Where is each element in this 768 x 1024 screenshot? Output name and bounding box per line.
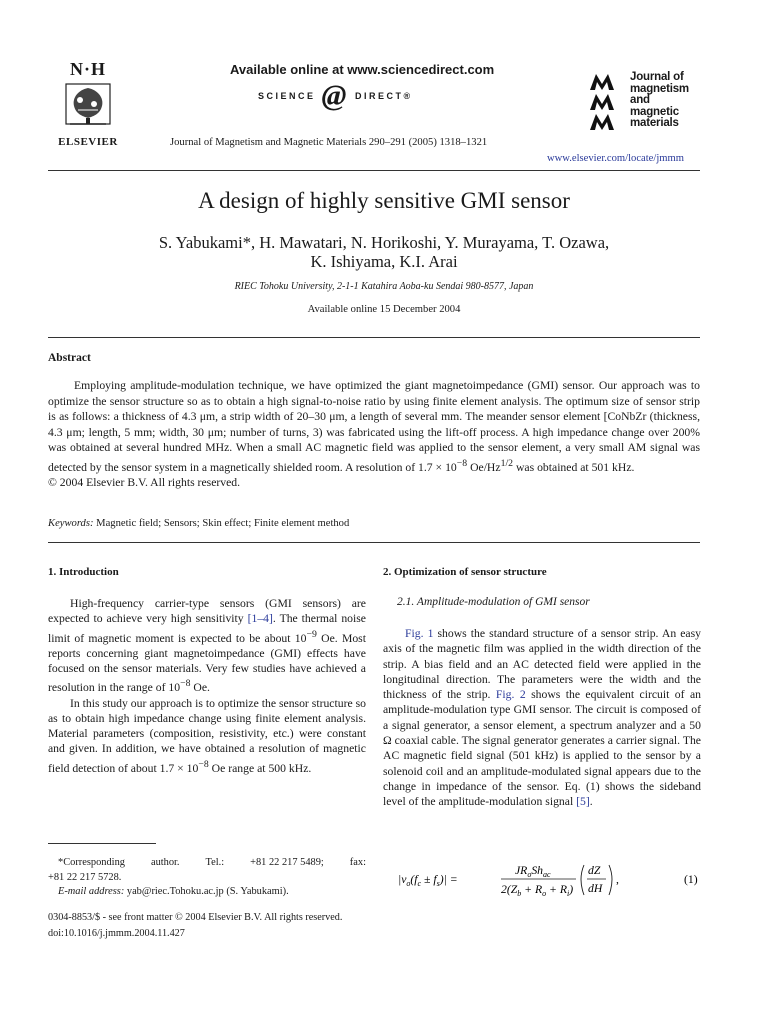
footnote-email: E-mail address: yab@riec.Tohoku.ac.jp (S. Yabukami). [58, 886, 289, 898]
article-title: A design of highly sensitive GMI sensor [198, 188, 570, 213]
reference-link[interactable]: [5] [576, 795, 590, 809]
sciencedirect-at-icon: @ [321, 79, 349, 112]
authors-line: S. Yabukami*, H. Mawatari, N. Horikoshi, Y. Murayama, T. Ozawa, [158, 233, 610, 252]
sciencedirect-logo [258, 79, 413, 112]
equation-numerator: $JR_oSh_{ac}$ [515, 864, 551, 879]
authors-line: K. Ishiyama, K.I. Arai [310, 252, 458, 271]
journal-m-mark-icon [588, 72, 624, 134]
equation-denominator: $2(Z_b + R_o + R_i)$ [501, 883, 574, 898]
journal-logo-line: magnetism [630, 82, 689, 95]
section-2-paragraph: Fig. 1 shows the standard structure of a sensor strip. An easy axis of the magnetic film was applied in the width direction of the strip. A bias field and an AC detected field were applied in the longitudinal direction. The parameters were the width and the thickness of the strip. Fig. 2 shows the equivalent circuit of an amplitude-modulation type GMI sensor. The circuit is composed of a signal generator, a sensor element, a spectrum analyzer and a 50 Ω coaxial cable. The signal generator generates a carrier signal. The AC magnetic field signal (501 kHz) is applied to the sensor by a solenoid coil and an amplitude-modulated signal appears due to the change in impedance of the sensor. Eq. (1) shows the sideband level of the amplitude-modulation signal [5]. [383, 627, 701, 809]
corresponding-author-footnote [48, 856, 366, 900]
equation-number: (1) [684, 873, 698, 886]
available-online-text: Available online at www.sciencedirect.com [230, 62, 495, 77]
equation-left-paren [581, 865, 584, 895]
sciencedirect-left-text: SCIENCE [258, 91, 316, 101]
section-1-paragraph: In this study our approach is to optimize the sensor structure so as to obtain high impedance change using finite element analysis. Material parameters (composition, resistivity, etc.) were constant and given. In addition, we have obtained a resolution of magnetic field detection of about $1.7 \times 10^{-8}$ Oe range at 500 kHz. [48, 696, 366, 775]
footnote-divider [48, 843, 156, 844]
equation-1 [396, 859, 700, 899]
elsevier-tree-icon [60, 80, 116, 134]
journal-logo-line: and [630, 94, 650, 107]
abstract-copyright: © 2004 Elsevier B.V. All rights reserved. [48, 475, 241, 489]
issn-line: 0304-8853/$ - see front matter © 2004 Elsevier B.V. All rights reserved. [48, 912, 343, 923]
section-1-body [48, 596, 366, 776]
journal-reference: Journal of Magnetism and Magnetic Materials 290–291 (2005) 1318–1321 [170, 137, 488, 148]
article-authors [0, 233, 768, 271]
abstract-top-divider [48, 337, 700, 338]
section-1-heading: 1. Introduction [48, 566, 119, 578]
equation-deriv-den: dH [588, 882, 603, 895]
author-affiliation: RIEC Tohoku University, 2-1-1 Katahira Aoba-ku Sendai 980-8577, Japan [234, 281, 534, 292]
sciencedirect-right-text: DIRECT® [354, 91, 413, 101]
publisher-name: ELSEVIER [58, 136, 118, 148]
abstract-paragraph: Employing amplitude-modulation technique, we have optimized the giant magnetoimpedance (GMI) sensor. Our approach was to optimize the sensor structure so as to obtain a high signal-to-noise ratio by using finite element analysis. The optimum size of sensor strip is as follows: a thickness of 4.3 μm, a strip width of 20–30 μm, a length of several mm. The meander sensor element [CoNbZr (thickness, 4.3 μm; length, 5 mm; width, 30 μm; number of turns, 3) was fabricated using the lift-off process. A high impedance change over 200% was obtained at several hundred MHz. When a small AC magnetic field was applied to the sensor element, a very small AM signal was detected by the sensor system in a magnetically shielded room. A resolution of $1.7 \times 10^{-8}$ $Oe/Hz^{1/2}$ was obtained at 501 kHz. [48, 379, 700, 474]
figure-2-link[interactable]: Fig. 2 [495, 688, 526, 702]
equation-trailing: , [616, 873, 619, 886]
keywords-label: Keywords: [48, 518, 94, 529]
equation-lhs: $|v_o(f_c \pm f_s)|$ = [398, 873, 458, 888]
abstract-heading: Abstract [48, 352, 91, 364]
available-date: Available online 15 December 2004 [307, 304, 461, 315]
abstract-body [48, 378, 700, 490]
footnote-contact-row: *Corresponding author. Tel.: +81 22 217 5489; fax: [58, 857, 366, 868]
keywords [48, 518, 700, 529]
section-2-1-heading: 2.1. Amplitude-modulation of GMI sensor [397, 596, 590, 608]
journal-url-link[interactable]: www.elsevier.com/locate/jmmm [547, 153, 684, 164]
figure-1-link[interactable]: Fig. 1 [405, 627, 434, 640]
publisher-mark: N·H [69, 59, 106, 79]
footnote-fax: +81 22 217 5728. [48, 871, 122, 883]
section-2-body [383, 626, 701, 810]
page-footer [48, 910, 342, 941]
keywords-text: Magnetic field; Sensors; Skin effect; Finite element method [93, 518, 350, 529]
reference-link[interactable]: [1–4] [247, 612, 273, 626]
doi-line: doi:10.1016/j.jmmm.2004.11.427 [48, 927, 185, 939]
equation-deriv-num: dZ [588, 864, 601, 877]
journal-logo-line: Journal of [630, 71, 684, 83]
section-2-heading: 2. Optimization of sensor structure [383, 566, 547, 578]
journal-logo-line: magnetic [630, 105, 679, 118]
abstract-bottom-divider [48, 542, 700, 543]
journal-logo [588, 72, 689, 134]
journal-logo-line: materials [630, 117, 679, 130]
header-divider [48, 170, 700, 171]
section-1-paragraph: High-frequency carrier-type sensors (GMI sensors) are expected to achieve very high sensitivity [1–4]. The thermal noise limit of magnetic moment is expected to be about $10^{-9}$ Oe. Most reports concerning giant magnetoimpedance (GMI) effects have focused on the sensor materials. Very few studies have achieved a resolution in the range of $10^{-8}$ Oe. [48, 597, 366, 695]
equation-right-paren [609, 865, 612, 895]
journal-logo-text [630, 72, 689, 130]
publisher-logo [48, 60, 128, 148]
